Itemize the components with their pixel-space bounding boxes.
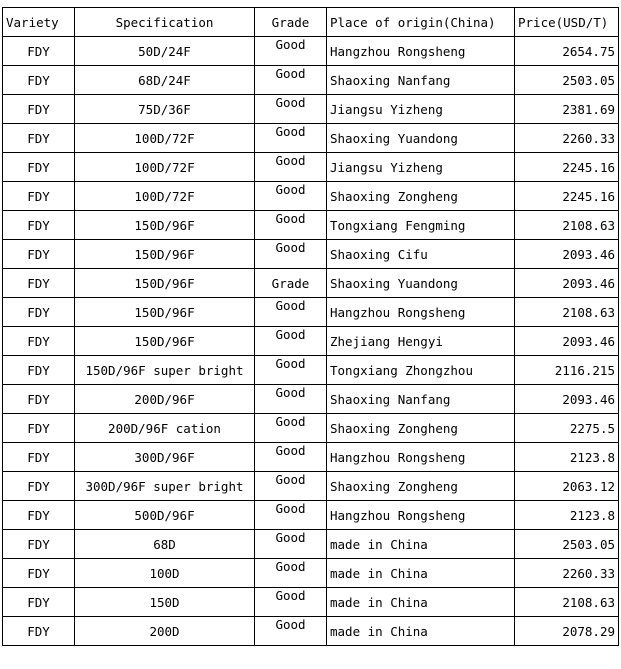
table-row — [3, 298, 619, 327]
cell-origin: Shaoxing Zongheng — [327, 472, 515, 501]
cell-specification: 150D/96F — [75, 240, 255, 269]
cell-variety: FDY — [3, 182, 75, 211]
cell-price: 2108.63 — [515, 211, 619, 240]
cell-grade: Good — [255, 95, 327, 124]
cell-variety: FDY — [3, 356, 75, 385]
cell-price: 2503.05 — [515, 66, 619, 95]
cell-origin: Jiangsu Yizheng — [327, 95, 515, 124]
table-row — [3, 530, 619, 559]
cell-origin: made in China — [327, 559, 515, 588]
cell-specification: 200D — [75, 617, 255, 646]
cell-price: 2245.16 — [515, 153, 619, 182]
cell-specification: 50D/24F — [75, 37, 255, 66]
cell-grade: Good — [255, 66, 327, 95]
cell-specification: 200D/96F — [75, 385, 255, 414]
cell-specification: 100D/72F — [75, 124, 255, 153]
cell-grade: Good — [255, 559, 327, 588]
cell-grade: Good — [255, 240, 327, 269]
cell-specification: 150D/96F — [75, 269, 255, 298]
cell-variety: FDY — [3, 37, 75, 66]
cell-price: 2260.33 — [515, 559, 619, 588]
cell-grade: Good — [255, 298, 327, 327]
cell-price: 2093.46 — [515, 240, 619, 269]
cell-price: 2381.69 — [515, 95, 619, 124]
cell-grade: Good — [255, 211, 327, 240]
cell-origin: Tongxiang Zhongzhou — [327, 356, 515, 385]
cell-variety: FDY — [3, 530, 75, 559]
cell-origin: Jiangsu Yizheng — [327, 153, 515, 182]
header-specification: Specification — [75, 8, 255, 37]
cell-origin: Hangzhou Rongsheng — [327, 298, 515, 327]
cell-origin: Shaoxing Zongheng — [327, 182, 515, 211]
cell-price: 2108.63 — [515, 588, 619, 617]
cell-variety: FDY — [3, 269, 75, 298]
cell-variety: FDY — [3, 501, 75, 530]
cell-price: 2123.8 — [515, 443, 619, 472]
table-row — [3, 37, 619, 66]
cell-grade: Good — [255, 153, 327, 182]
table-row — [3, 385, 619, 414]
cell-origin: Shaoxing Nanfang — [327, 385, 515, 414]
cell-variety: FDY — [3, 327, 75, 356]
cell-grade: Good — [255, 124, 327, 153]
table-row — [3, 153, 619, 182]
table-row — [3, 124, 619, 153]
cell-origin: Tongxiang Fengming — [327, 211, 515, 240]
cell-grade: Good — [255, 37, 327, 66]
cell-variety: FDY — [3, 211, 75, 240]
cell-specification: 150D — [75, 588, 255, 617]
cell-specification: 300D/96F super bright — [75, 472, 255, 501]
cell-origin: Shaoxing Zongheng — [327, 414, 515, 443]
cell-variety: FDY — [3, 588, 75, 617]
cell-price: 2093.46 — [515, 385, 619, 414]
table-row — [3, 588, 619, 617]
cell-specification: 68D — [75, 530, 255, 559]
cell-price: 2116.215 — [515, 356, 619, 385]
cell-origin: made in China — [327, 530, 515, 559]
cell-origin: Shaoxing Cifu — [327, 240, 515, 269]
cell-grade: Good — [255, 588, 327, 617]
cell-origin: Zhejiang Hengyi — [327, 327, 515, 356]
cell-price: 2654.75 — [515, 37, 619, 66]
cell-specification: 300D/96F — [75, 443, 255, 472]
cell-grade: Good — [255, 530, 327, 559]
header-grade: Grade — [255, 8, 327, 37]
cell-grade: Good — [255, 472, 327, 501]
cell-specification: 100D/72F — [75, 182, 255, 211]
table-row — [3, 240, 619, 269]
table-row — [3, 356, 619, 385]
cell-variety: FDY — [3, 443, 75, 472]
table-row — [3, 414, 619, 443]
cell-variety: FDY — [3, 414, 75, 443]
cell-grade: Good — [255, 385, 327, 414]
cell-grade: Good — [255, 443, 327, 472]
cell-grade: Good — [255, 327, 327, 356]
cell-price: 2078.29 — [515, 617, 619, 646]
cell-specification: 150D/96F — [75, 211, 255, 240]
table-row — [3, 443, 619, 472]
cell-price: 2093.46 — [515, 327, 619, 356]
table-row — [3, 211, 619, 240]
cell-price: 2275.5 — [515, 414, 619, 443]
cell-origin: Hangzhou Rongsheng — [327, 501, 515, 530]
cell-origin: Shaoxing Yuandong — [327, 124, 515, 153]
table-row — [3, 327, 619, 356]
cell-variety: FDY — [3, 153, 75, 182]
cell-variety: FDY — [3, 385, 75, 414]
cell-origin: Shaoxing Yuandong — [327, 269, 515, 298]
cell-grade: Good — [255, 617, 327, 646]
cell-price: 2093.46 — [515, 269, 619, 298]
cell-specification: 150D/96F — [75, 327, 255, 356]
cell-specification: 100D — [75, 559, 255, 588]
cell-price: 2108.63 — [515, 298, 619, 327]
cell-grade: Good — [255, 414, 327, 443]
cell-variety: FDY — [3, 559, 75, 588]
cell-price: 2503.05 — [515, 530, 619, 559]
table-row — [3, 472, 619, 501]
table-row — [3, 617, 619, 646]
header-variety: Variety — [3, 8, 75, 37]
table-row — [3, 95, 619, 124]
cell-variety: FDY — [3, 472, 75, 501]
cell-variety: FDY — [3, 240, 75, 269]
cell-specification: 75D/36F — [75, 95, 255, 124]
table-row — [3, 501, 619, 530]
table-row — [3, 66, 619, 95]
cell-specification: 100D/72F — [75, 153, 255, 182]
cell-variety: FDY — [3, 124, 75, 153]
cell-grade: Good — [255, 356, 327, 385]
cell-specification: 150D/96F super bright — [75, 356, 255, 385]
cell-price: 2123.8 — [515, 501, 619, 530]
cell-origin: made in China — [327, 617, 515, 646]
cell-grade: Good — [255, 501, 327, 530]
header-origin: Place of origin(China) — [327, 8, 515, 37]
cell-price: 2063.12 — [515, 472, 619, 501]
cell-specification: 150D/96F — [75, 298, 255, 327]
header-price: Price(USD/T) — [515, 8, 619, 37]
cell-price: 2245.16 — [515, 182, 619, 211]
cell-grade: Good — [255, 182, 327, 211]
cell-specification: 500D/96F — [75, 501, 255, 530]
cell-origin: made in China — [327, 588, 515, 617]
cell-variety: FDY — [3, 66, 75, 95]
cell-price: 2260.33 — [515, 124, 619, 153]
table-row — [3, 269, 619, 298]
cell-variety: FDY — [3, 617, 75, 646]
cell-grade: Grade — [255, 269, 327, 298]
price-table — [2, 7, 619, 646]
cell-origin: Hangzhou Rongsheng — [327, 37, 515, 66]
cell-specification: 68D/24F — [75, 66, 255, 95]
cell-specification: 200D/96F cation — [75, 414, 255, 443]
table-body — [3, 37, 619, 646]
header-row — [3, 8, 619, 37]
cell-variety: FDY — [3, 298, 75, 327]
table-row — [3, 182, 619, 211]
cell-origin: Shaoxing Nanfang — [327, 66, 515, 95]
cell-origin: Hangzhou Rongsheng — [327, 443, 515, 472]
table-row — [3, 559, 619, 588]
cell-variety: FDY — [3, 95, 75, 124]
